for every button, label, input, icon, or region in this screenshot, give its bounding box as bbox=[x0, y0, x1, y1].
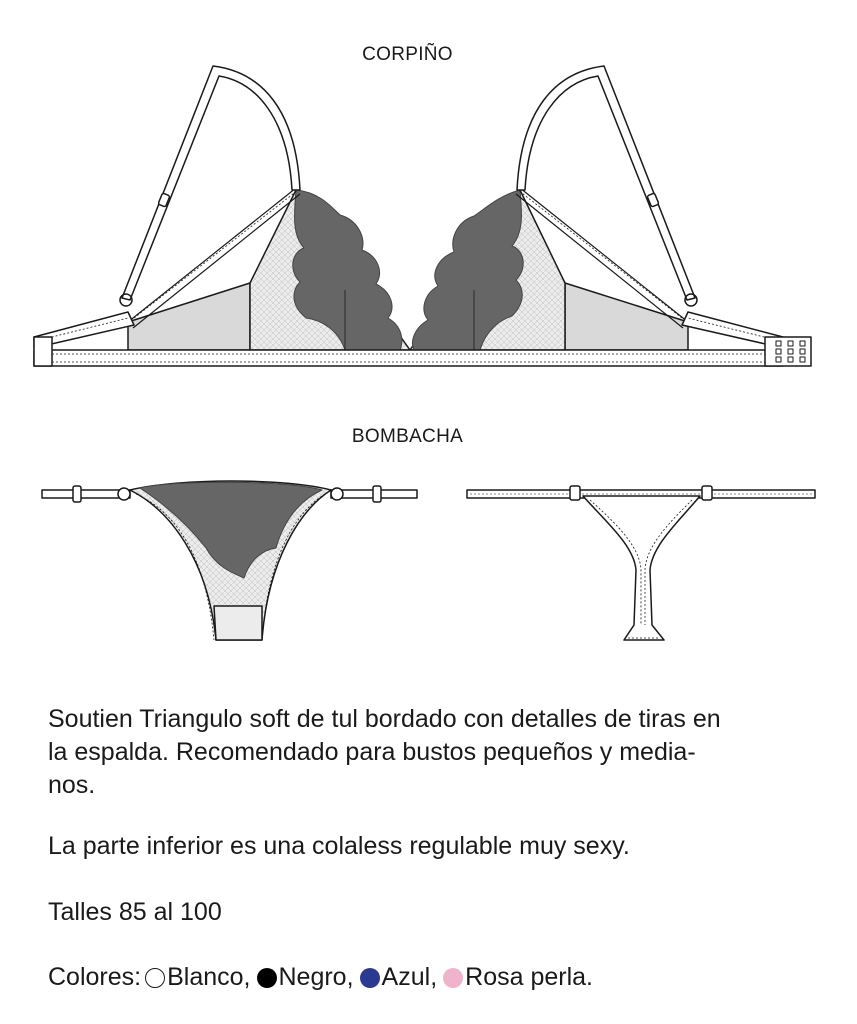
colors-label: Colores: bbox=[48, 963, 142, 991]
front-left-side-strap bbox=[42, 490, 130, 498]
bra-section-title: CORPIÑO bbox=[362, 44, 453, 65]
blue-circle-icon bbox=[360, 968, 380, 988]
color-name-rosa-perla: Rosa perla. bbox=[465, 963, 593, 991]
bottom-back-drawing bbox=[467, 486, 815, 640]
white-circle-icon bbox=[145, 968, 165, 988]
description-line: nos. bbox=[48, 771, 96, 799]
color-name-blanco: Blanco bbox=[167, 963, 244, 991]
sizes-text: Talles 85 al 100 bbox=[48, 898, 222, 926]
hook-and-eye-closure bbox=[765, 337, 811, 366]
pink-circle-icon bbox=[443, 968, 463, 988]
left-closure-tab bbox=[34, 337, 52, 366]
color-name-azul: Azul bbox=[381, 963, 431, 991]
back-t-strap bbox=[583, 496, 700, 640]
separator: , bbox=[430, 963, 438, 991]
bottom-front-drawing bbox=[42, 481, 417, 640]
description-line: Soutien Triangulo soft de tul bordado con detalles de tiras en bbox=[48, 705, 721, 733]
description-line: la espalda. Recomendado para bustos pequeños y media- bbox=[48, 738, 696, 766]
description-paragraph-1 bbox=[48, 703, 828, 802]
black-circle-icon bbox=[257, 968, 277, 988]
left-side-panel bbox=[128, 283, 250, 350]
colors-line bbox=[48, 961, 828, 994]
bra-drawing bbox=[34, 66, 811, 366]
separator: , bbox=[243, 963, 251, 991]
description-paragraph-2: La parte inferior es una colaless regulable muy sexy. bbox=[48, 832, 630, 860]
separator: , bbox=[346, 963, 354, 991]
color-name-negro: Negro bbox=[278, 963, 347, 991]
bottom-section-title: BOMBACHA bbox=[351, 426, 464, 447]
